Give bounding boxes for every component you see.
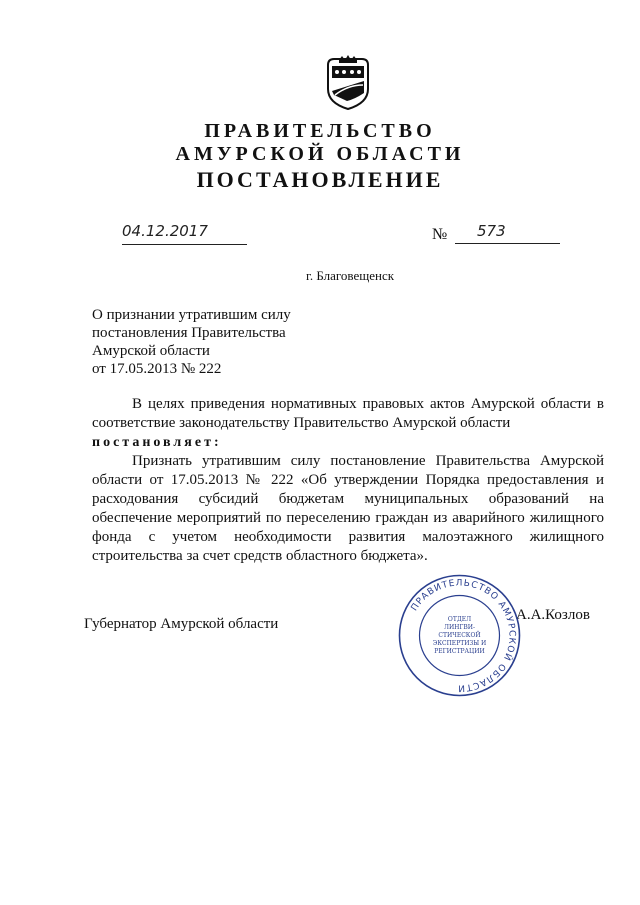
preamble-paragraph: В целях приведения нормативных правовых актов Амурской области в соответствие законодательству Правительство Амурской области: [92, 396, 604, 431]
official-stamp-icon: [397, 573, 522, 698]
subject-line: Амурской области: [92, 343, 210, 359]
signatory-name: А.А.Козлов: [516, 607, 590, 623]
government-name-line1: ПРАВИТЕЛЬСТВО: [204, 120, 436, 142]
document-number: 573: [455, 222, 560, 244]
government-name-line2: АМУРСКОЙ ОБЛАСТИ: [175, 143, 465, 165]
subject-line: от 17.05.2013 № 222: [92, 361, 222, 377]
svg-text:ЛИНГВИ-: ЛИНГВИ-: [443, 624, 476, 631]
document-subject: [92, 306, 352, 378]
subject-line: постановления Правительства: [92, 325, 286, 341]
svg-text:ОТДЕЛ: ОТДЕЛ: [447, 616, 472, 623]
decrees-word: постановляет:: [92, 435, 222, 450]
resolution-paragraph: Признать утратившим силу постановление Правительства Амурской области от 17.05.2013 № 222 «Об утверждении Порядка предоставления и расходования субсидий бюджетам муниципальных образований на обеспечение мероприятий по переселению граждан из аварийного жилищного фонда с учетом необходимости развития малоэтажного жилищного строительства за счет средств областного бюджета».: [92, 453, 604, 564]
svg-text:ЭКСПЕРТИЗЫ И: ЭКСПЕРТИЗЫ И: [432, 640, 487, 647]
svg-text:СТИЧЕСКОЙ: СТИЧЕСКОЙ: [438, 632, 481, 639]
stamp-outer-text: ПРАВИТЕЛЬСТВО АМУРСКОЙ ОБЛАСТИ: [409, 578, 517, 693]
signatory-position: Губернатор Амурской области: [84, 616, 279, 632]
subject-line: О признании утратившим силу: [92, 307, 291, 323]
coat-of-arms-icon: [325, 55, 371, 111]
document-date: 04.12.2017: [122, 222, 247, 245]
svg-text:РЕГИСТРАЦИИ: РЕГИСТРАЦИИ: [434, 648, 485, 655]
number-label: №: [432, 226, 448, 243]
document-body: [92, 395, 604, 566]
document-type-title: ПОСТАНОВЛЕНИЕ: [196, 167, 444, 192]
city-name: г. Благовещенск: [305, 268, 395, 283]
